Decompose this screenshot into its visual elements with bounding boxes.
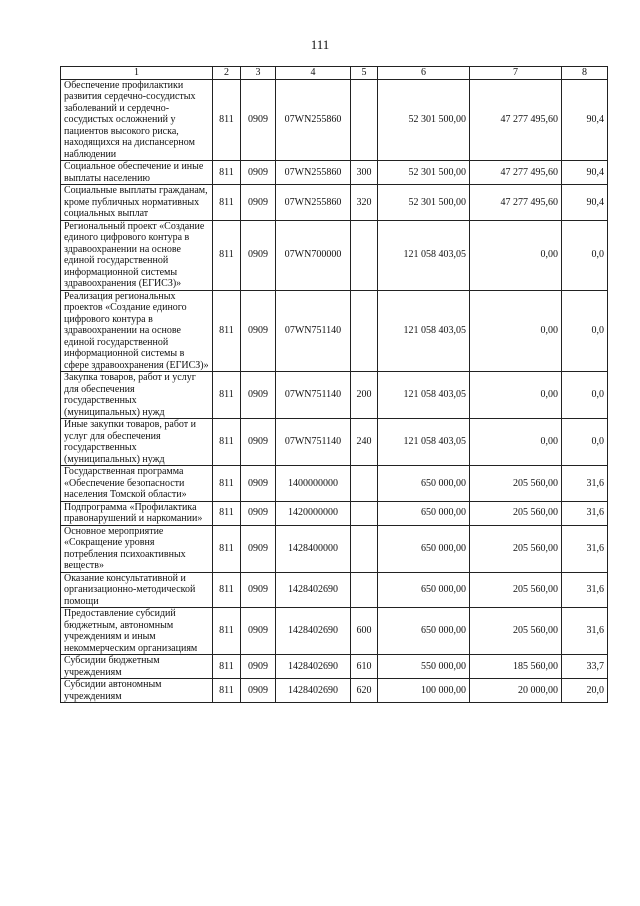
column-header: 5 [351,67,378,80]
target-article-cell: 1400000000 [276,466,351,502]
executed-amount-cell: 47 277 495,60 [470,185,562,221]
row-name-cell: Субсидии бюджетным учреждениям [61,655,213,679]
planned-amount-cell: 650 000,00 [378,525,470,572]
expense-type-cell [351,525,378,572]
expense-type-cell [351,79,378,161]
expense-type-cell [351,501,378,525]
admin-code-cell: 811 [213,679,241,703]
table-row [61,79,608,161]
executed-amount-cell: 205 560,00 [470,466,562,502]
table-row [61,572,608,608]
row-name-cell: Государственная программа «Обеспечение безопасности населения Томской области» [61,466,213,502]
column-header: 1 [61,67,213,80]
row-name-cell: Подпрограмма «Профилактика правонарушений и наркомании» [61,501,213,525]
target-article-cell: 1428400000 [276,525,351,572]
expense-type-cell: 320 [351,185,378,221]
section-code-cell: 0909 [241,419,276,466]
admin-code-cell: 811 [213,501,241,525]
page-number: 111 [310,37,330,52]
column-header: 6 [378,67,470,80]
row-name-cell: Оказание консультативной и организационно-методической помощи [61,572,213,608]
executed-amount-cell: 0,00 [470,220,562,290]
section-code-cell: 0909 [241,525,276,572]
column-header: 4 [276,67,351,80]
expense-type-cell [351,572,378,608]
target-article-cell: 07WN751140 [276,290,351,372]
admin-code-cell: 811 [213,608,241,655]
admin-code-cell: 811 [213,572,241,608]
table-row [61,655,608,679]
section-code-cell: 0909 [241,79,276,161]
column-header: 7 [470,67,562,80]
expense-type-cell: 600 [351,608,378,655]
admin-code-cell: 811 [213,79,241,161]
target-article-cell: 1420000000 [276,501,351,525]
expense-type-cell: 610 [351,655,378,679]
planned-amount-cell: 121 058 403,05 [378,419,470,466]
table-row [61,220,608,290]
admin-code-cell: 811 [213,372,241,419]
executed-amount-cell: 205 560,00 [470,608,562,655]
admin-code-cell: 811 [213,161,241,185]
executed-amount-cell: 20 000,00 [470,679,562,703]
section-code-cell: 0909 [241,466,276,502]
expense-type-cell [351,290,378,372]
table-row [61,372,608,419]
table-row [61,501,608,525]
target-article-cell: 1428402690 [276,655,351,679]
header-row [61,67,608,80]
planned-amount-cell: 52 301 500,00 [378,185,470,221]
section-code-cell: 0909 [241,220,276,290]
executed-amount-cell: 47 277 495,60 [470,161,562,185]
column-header: 3 [241,67,276,80]
section-code-cell: 0909 [241,501,276,525]
row-name-cell: Обеспечение профилактики развития сердечно-сосудистых заболеваний и сердечно-сосудистых осложнений у пациентов высокого риска, находящихся на диспансерном наблюдении [61,79,213,161]
planned-amount-cell: 650 000,00 [378,608,470,655]
expense-type-cell [351,220,378,290]
execution-percent-cell: 31,6 [562,525,608,572]
section-code-cell: 0909 [241,290,276,372]
planned-amount-cell: 52 301 500,00 [378,161,470,185]
planned-amount-cell: 121 058 403,05 [378,220,470,290]
section-code-cell: 0909 [241,161,276,185]
execution-percent-cell: 20,0 [562,679,608,703]
section-code-cell: 0909 [241,679,276,703]
table-row [61,185,608,221]
target-article-cell: 07WN700000 [276,220,351,290]
executed-amount-cell: 47 277 495,60 [470,79,562,161]
target-article-cell: 07WN255860 [276,161,351,185]
execution-percent-cell: 90,4 [562,185,608,221]
column-header: 2 [213,67,241,80]
admin-code-cell: 811 [213,185,241,221]
table-row [61,419,608,466]
section-code-cell: 0909 [241,372,276,419]
planned-amount-cell: 121 058 403,05 [378,372,470,419]
section-code-cell: 0909 [241,185,276,221]
executed-amount-cell: 0,00 [470,290,562,372]
execution-percent-cell: 90,4 [562,79,608,161]
table-row [61,525,608,572]
section-code-cell: 0909 [241,655,276,679]
row-name-cell: Реализация региональных проектов «Создание единого цифрового контура в здравоохранении на основе единой государственной информационной системы в сфере здравоохранения (ЕГИСЗ)» [61,290,213,372]
execution-percent-cell: 0,0 [562,290,608,372]
table-row [61,608,608,655]
budget-table [60,66,608,703]
execution-percent-cell: 31,6 [562,572,608,608]
admin-code-cell: 811 [213,290,241,372]
planned-amount-cell: 550 000,00 [378,655,470,679]
admin-code-cell: 811 [213,466,241,502]
target-article-cell: 1428402690 [276,572,351,608]
table-row [61,161,608,185]
execution-percent-cell: 31,6 [562,466,608,502]
expense-type-cell: 620 [351,679,378,703]
expense-type-cell [351,466,378,502]
admin-code-cell: 811 [213,419,241,466]
executed-amount-cell: 0,00 [470,372,562,419]
table-row [61,679,608,703]
planned-amount-cell: 650 000,00 [378,572,470,608]
section-code-cell: 0909 [241,572,276,608]
execution-percent-cell: 90,4 [562,161,608,185]
row-name-cell: Закупка товаров, работ и услуг для обеспечения государственных (муниципальных) нужд [61,372,213,419]
admin-code-cell: 811 [213,655,241,679]
row-name-cell: Предоставление субсидий бюджетным, автономным учреждениям и иным некоммерческим организациям [61,608,213,655]
row-name-cell: Социальные выплаты гражданам, кроме публичных нормативных социальных выплат [61,185,213,221]
execution-percent-cell: 0,0 [562,372,608,419]
expense-type-cell: 200 [351,372,378,419]
target-article-cell: 1428402690 [276,679,351,703]
target-article-cell: 07WN255860 [276,185,351,221]
target-article-cell: 07WN255860 [276,79,351,161]
table-body [61,79,608,703]
planned-amount-cell: 121 058 403,05 [378,290,470,372]
table-row [61,290,608,372]
target-article-cell: 07WN751140 [276,419,351,466]
execution-percent-cell: 0,0 [562,419,608,466]
execution-percent-cell: 33,7 [562,655,608,679]
planned-amount-cell: 650 000,00 [378,466,470,502]
admin-code-cell: 811 [213,220,241,290]
table-row [61,466,608,502]
planned-amount-cell: 100 000,00 [378,679,470,703]
target-article-cell: 07WN751140 [276,372,351,419]
row-name-cell: Иные закупки товаров, работ и услуг для обеспечения государственных (муниципальных) нужд [61,419,213,466]
admin-code-cell: 811 [213,525,241,572]
planned-amount-cell: 52 301 500,00 [378,79,470,161]
execution-percent-cell: 31,6 [562,608,608,655]
expense-type-cell: 240 [351,419,378,466]
executed-amount-cell: 0,00 [470,419,562,466]
row-name-cell: Региональный проект «Создание единого цифрового контура в здравоохранении на основе единой государственной информационной системы здравоохранения (ЕГИСЗ)» [61,220,213,290]
executed-amount-cell: 205 560,00 [470,572,562,608]
execution-percent-cell: 31,6 [562,501,608,525]
executed-amount-cell: 205 560,00 [470,501,562,525]
expense-type-cell: 300 [351,161,378,185]
row-name-cell: Основное мероприятие «Сокращение уровня потребления психоактивных веществ» [61,525,213,572]
target-article-cell: 1428402690 [276,608,351,655]
row-name-cell: Социальное обеспечение и иные выплаты населению [61,161,213,185]
section-code-cell: 0909 [241,608,276,655]
execution-percent-cell: 0,0 [562,220,608,290]
planned-amount-cell: 650 000,00 [378,501,470,525]
row-name-cell: Субсидии автономным учреждениям [61,679,213,703]
column-header: 8 [562,67,608,80]
executed-amount-cell: 185 560,00 [470,655,562,679]
executed-amount-cell: 205 560,00 [470,525,562,572]
